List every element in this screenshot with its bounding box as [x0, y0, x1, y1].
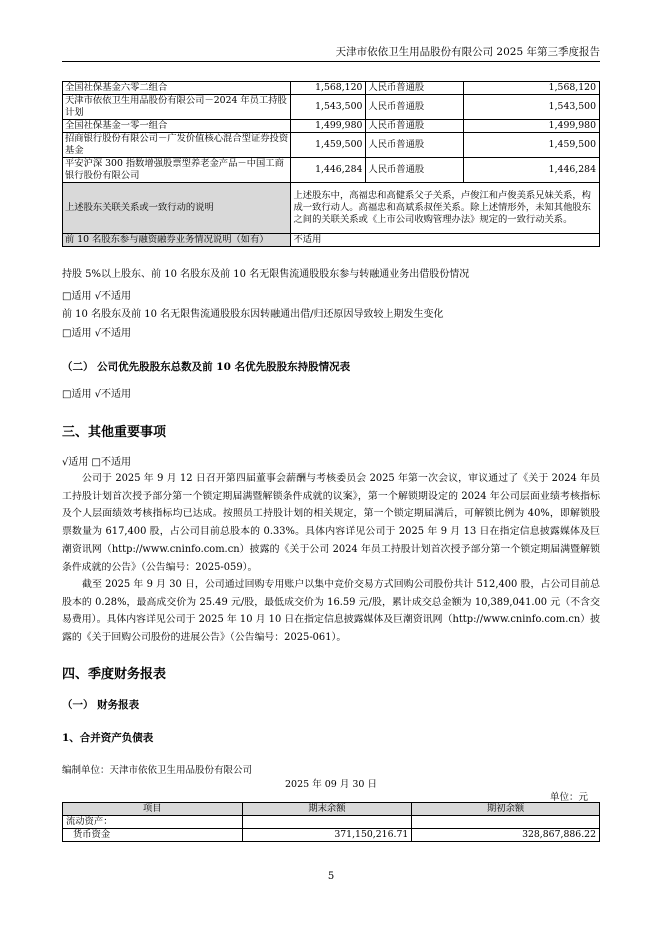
- share-quantity: 1,543,500: [464, 95, 600, 120]
- shareholder-name: 平安沪深 300 指数增强股票型养老金产品－中国工商银行股份有限公司: [63, 158, 291, 183]
- applicable-note-4: √适用 □不适用: [62, 457, 131, 468]
- shareholder-name: 全国社保基金六零二组合: [63, 82, 291, 95]
- paragraph-esop-unlock: 公司于 2025 年 9 月 12 日召开第四届董事会薪酬与考核委员会 2025 年第一次会议，审议通过了《关于 2024 年员工持股计划首次授予部分第一个锁定期届满暨解锁条件成就的议案》，第一个解锁期设定的 2024 年公司层面业绩考核指标及个人层面绩效考核指标均已达成。按照员工持股计划的相关规定，第一个锁定期届满后，可解锁比例为 40%，即解锁股票数量为 617,400 股，占公司目前总股本的 0.33%。具体内容详见公司于 2025 年 9 月 13 日在指定信息披露媒体及巨潮资讯网（http://www.cninfo.com.cn）披露的《关于公司 2024 年员工持股计划首次授予部分第一个锁定期届满暨解锁条件成就的公告》（公告编号：2025-059）。: [62, 473, 600, 573]
- report-date: 2025 年 09 月 30 日: [285, 779, 377, 790]
- table-row: [63, 120, 600, 133]
- shareholder-name: 天津市依依卫生用品股份有限公司－2024 年员工持股计划: [63, 95, 291, 120]
- lending-note: 持股 5%以上股东、前 10 名股东及前 10 名无限售流通股股东参与转融通业务出借股份情况: [62, 269, 470, 280]
- margin-trading-value: 不适用: [291, 234, 600, 247]
- section-title-financial: 四、季度财务报表: [62, 667, 167, 682]
- table-row: [63, 133, 600, 158]
- shares-held: 1,499,980: [291, 120, 366, 133]
- relation-text: 上述股东中，高福忠和高健系父子关系，卢俊江和卢俊美系兄妹关系，构成一致行动人。高福忠和高斌系叔侄关系。除上述情形外，未知其他股东之间的关联关系或《上市公司收购管理办法》规定的一致行动关系。: [291, 183, 600, 234]
- table-row: [63, 95, 600, 120]
- row-end-balance: 371,150,216.71: [242, 829, 412, 842]
- page-number: 5: [327, 871, 335, 882]
- paragraph-repurchase: 截至 2025 年 9 月 30 日，公司通过回购专用账户以集中竞价交易方式回购公司股份共计 512,400 股，占公司目前总股本的 0.28%，最高成交价为 25.49 元/股，最低成交价为 16.59 元/股，累计成交总金额为 10,389,041.00 元（不含交易费用）。具体内容详见公司于 2025 年 10 月 10 日在指定信息披露媒体及巨潮资讯网（http://www.cninfo.com.cn）披露的《关于回购公司股份的进展公告》（公告编号：2025-061）。: [62, 579, 600, 644]
- lending-change-note: 前 10 名股东及前 10 名无限售流通股股东因转融通出借/归还原因导致较上期发生变化: [62, 309, 444, 320]
- header-divider: [62, 61, 600, 62]
- shares-held: 1,568,120: [291, 82, 366, 95]
- table-row: [63, 829, 600, 842]
- row-item: 货币资金: [63, 829, 243, 842]
- shares-held: 1,459,500: [291, 133, 366, 158]
- margin-trading-label: 前 10 名股东参与融资融券业务情况说明（如有）: [63, 234, 291, 247]
- section-title-preferred: （二） 公司优先股股东总数及前 10 名优先股股东持股情况表: [62, 361, 351, 373]
- applicable-note-2: □适用 √不适用: [62, 328, 131, 339]
- relation-label: 上述股东关联关系或一致行动的说明: [63, 183, 291, 234]
- shares-held: 1,446,284: [291, 158, 366, 183]
- section-title-other-matters: 三、其他重要事项: [62, 425, 167, 440]
- subsection-title-statements: （一） 财务报表: [62, 699, 140, 711]
- row-begin-balance: 328,867,886.22: [412, 829, 600, 842]
- share-quantity: 1,459,500: [464, 133, 600, 158]
- share-type: 人民币普通股: [366, 158, 464, 183]
- share-quantity: 1,568,120: [464, 82, 600, 95]
- unit-label: 单位：元: [549, 792, 588, 803]
- section-label: 流动资产：: [63, 816, 243, 829]
- applicable-note-3: □适用 √不适用: [62, 389, 131, 400]
- column-header-begin-balance: 期初余额: [412, 803, 600, 816]
- share-type: 人民币普通股: [366, 95, 464, 120]
- table-row: [63, 234, 600, 247]
- shareholder-name: 全国社保基金一零一组合: [63, 120, 291, 133]
- table-row: [63, 183, 600, 234]
- column-header-item: 项目: [63, 803, 243, 816]
- table-row: [63, 82, 600, 95]
- share-quantity: 1,499,980: [464, 120, 600, 133]
- report-header-title: 天津市依依卫生用品股份有限公司 2025 年第三季度报告: [335, 46, 600, 58]
- column-header-end-balance: 期末余额: [242, 803, 412, 816]
- shareholder-name: 招商银行股份有限公司－广发价值核心混合型证券投资基金: [63, 133, 291, 158]
- table-header-row: [63, 803, 600, 816]
- share-quantity: 1,446,284: [464, 158, 600, 183]
- share-type: 人民币普通股: [366, 120, 464, 133]
- shares-held: 1,543,500: [291, 95, 366, 120]
- share-type: 人民币普通股: [366, 82, 464, 95]
- subsection-title-balance-sheet: 1、合并资产负债表: [62, 732, 154, 744]
- applicable-note-1: □适用 √不适用: [62, 291, 131, 302]
- table-row: [63, 158, 600, 183]
- share-type: 人民币普通股: [366, 133, 464, 158]
- table-row: [63, 816, 600, 829]
- balance-sheet-table: [62, 802, 600, 842]
- shareholder-table: [62, 81, 600, 247]
- compiler-line: 编制单位：天津市依依卫生用品股份有限公司: [62, 765, 253, 776]
